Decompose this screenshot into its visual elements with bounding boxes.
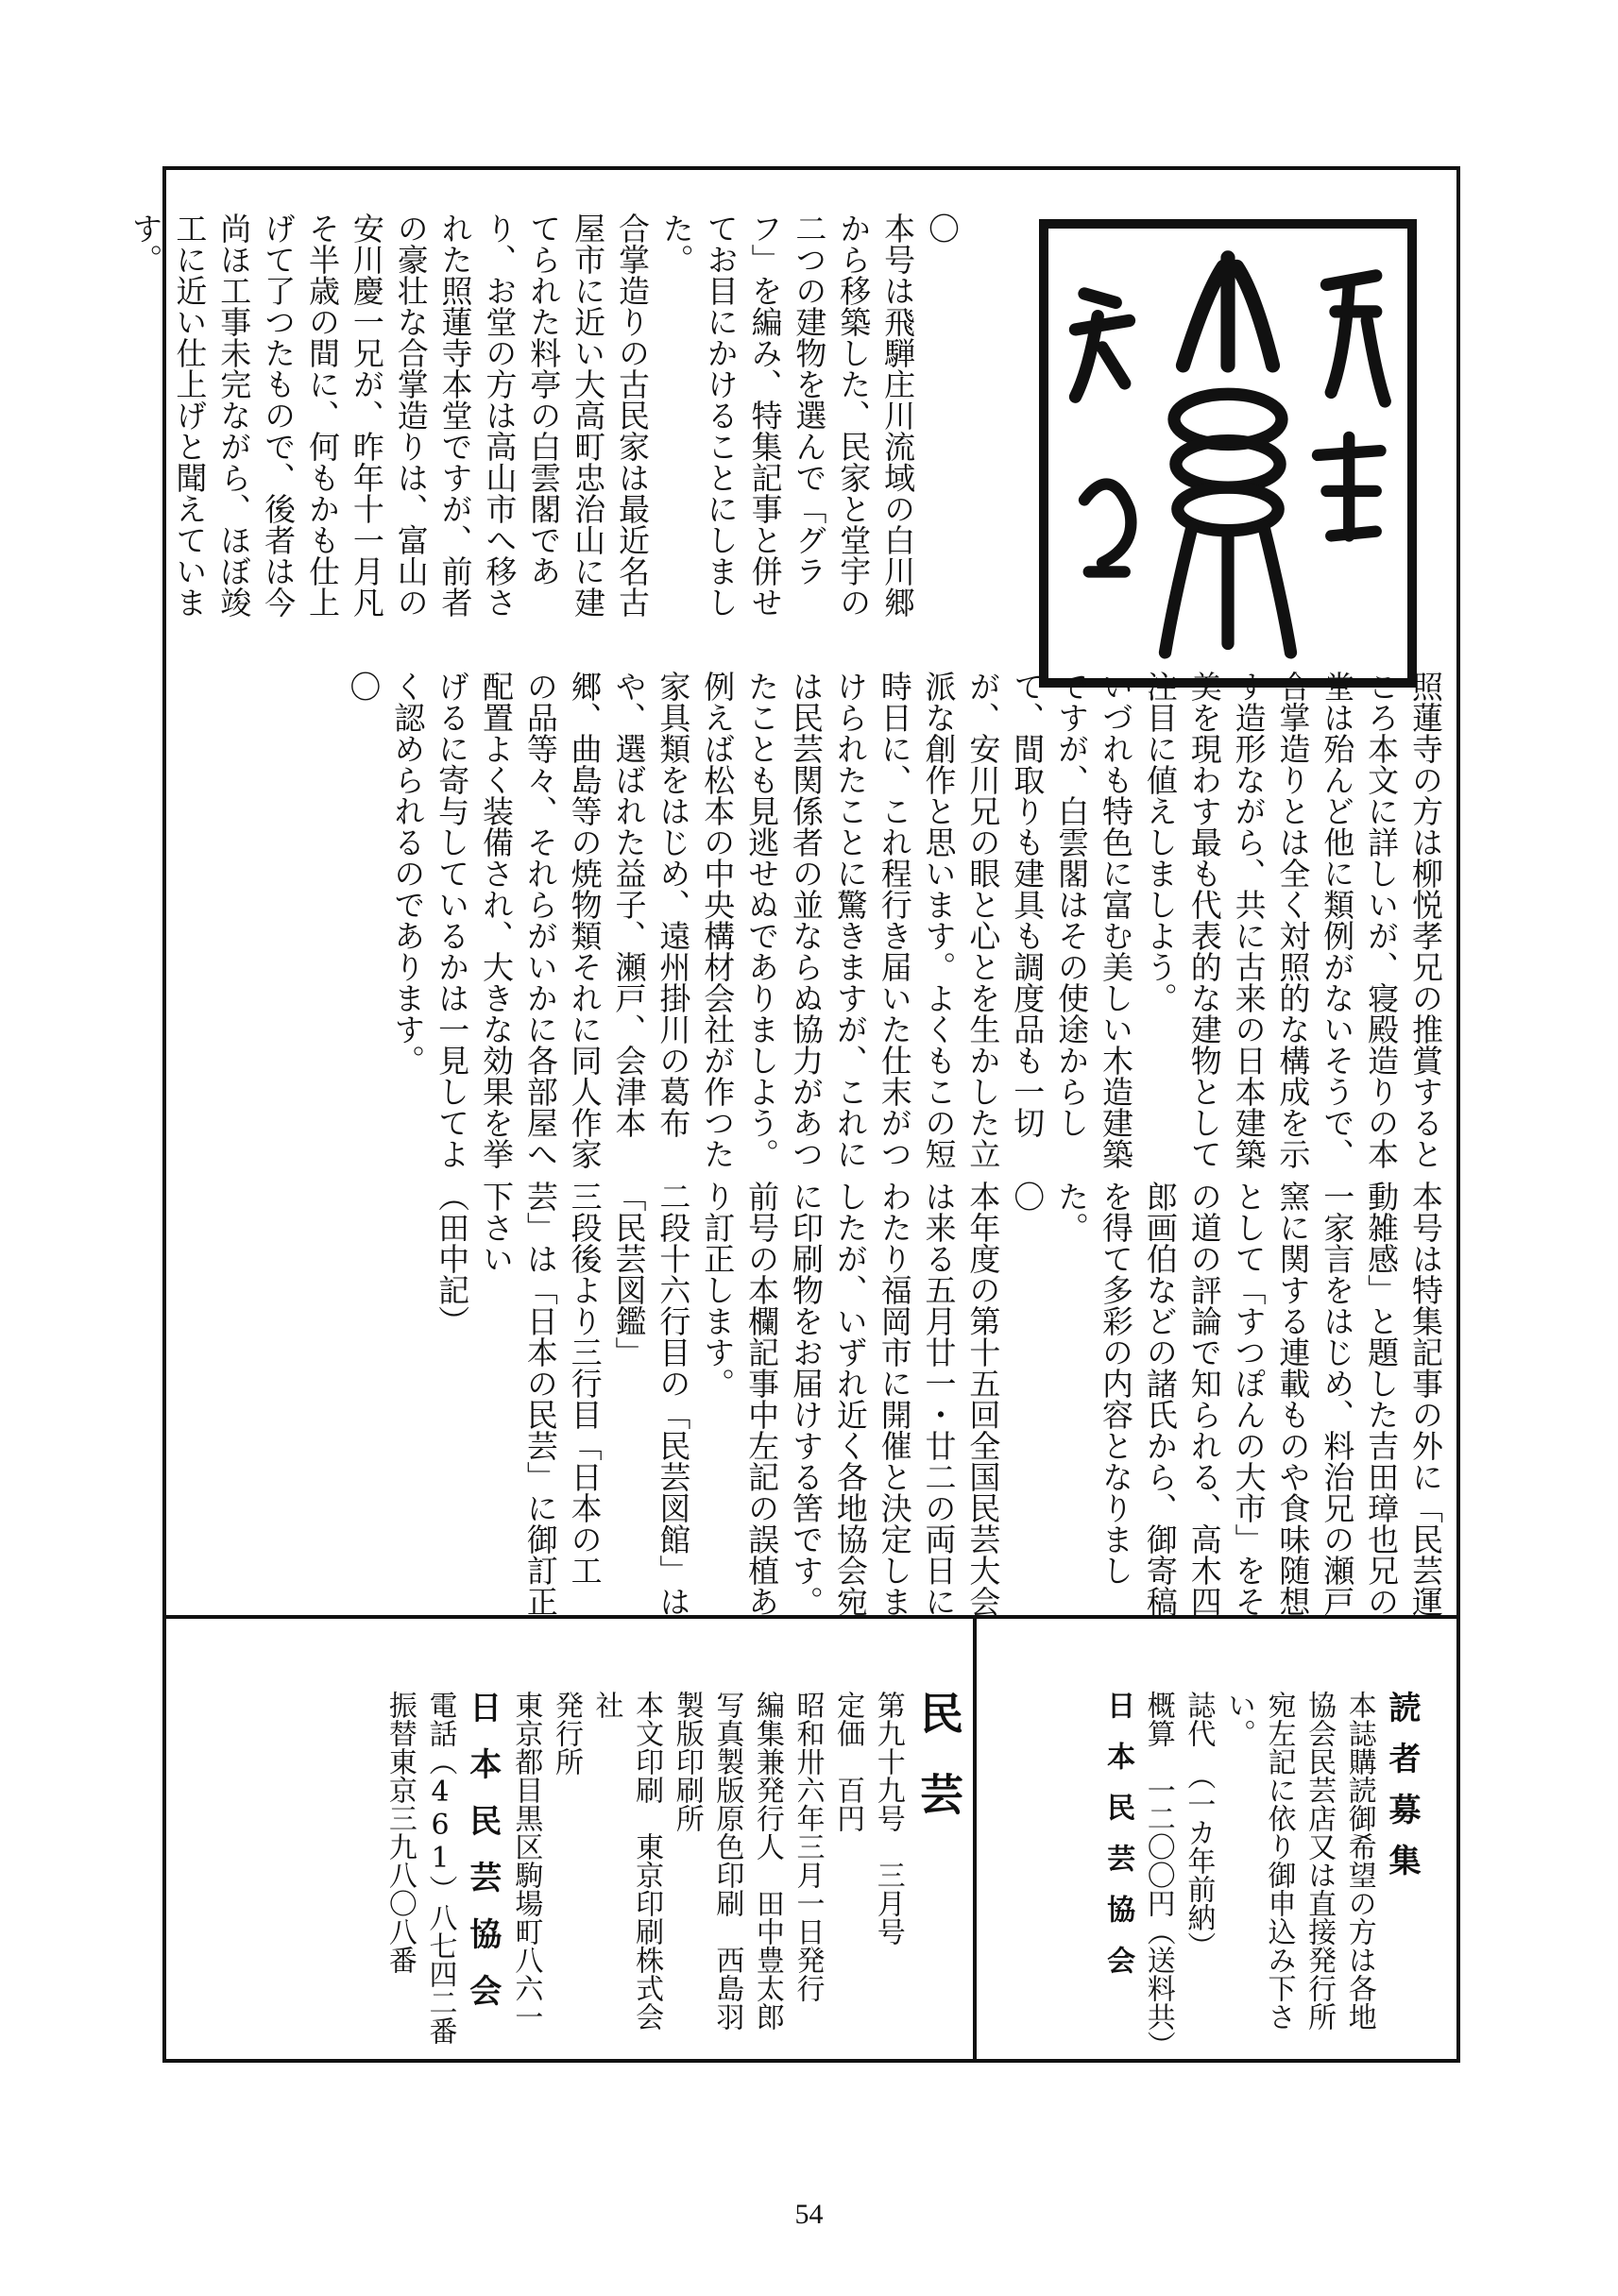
publisher-label: 発行所 <box>549 1691 583 1776</box>
editor-publisher: 編集兼発行人 田中豊太郎 <box>750 1691 784 2031</box>
reader-notice-association: 日本民芸協会 <box>1101 1691 1135 1997</box>
essay-column-top <box>127 213 963 628</box>
page-number: 54 <box>794 2199 824 2230</box>
magazine-title: 民芸 <box>913 1691 964 1853</box>
paragraph: 〇 <box>924 213 961 244</box>
reader-notice-price: 誌代 （一カ年前納） <box>1182 1691 1216 1960</box>
calligraphy-seal-icon <box>1048 229 1407 678</box>
signature: （田中記） <box>434 1181 471 1336</box>
publisher-address: 東京都目黒区駒場町八六一 <box>509 1691 543 2031</box>
paragraph: 本号は飛騨庄川流域の白川郷から移築した、民家と堂宇の二つの建物を選んで「グラフ」を編み、特集記事と併せてお目にかけることにしました。 <box>657 213 917 618</box>
paragraph: いづれも特色に富む美しい木造建築ですが、白雲閣はその使途からして、間取りも建具も調度品も一切が、安川兄の眼と心とを生かした立派な創作と思います。よくもこの短時日に、これ程行き届いた仕末がつけられたことに驚きますが、これには民芸関係者の並ならぬ協力があつたことも見逃せぬでありましよう。例えば松本の中央構材会社が作つた家具類をはじめ、遠州掛川の葛布や、選ばれた益子、瀬戸、会津本郷、曲島等の焼物類それに同人作家の品等々、それらがいかに各部屋へ配置よく装備され、大きな効果を挙げるに寄与しているかは一見してよく認められるのであります。 <box>389 671 1134 1169</box>
paragraph: 前号の本欄記事中左記の誤植あり訂正します。 <box>699 1181 781 1617</box>
colophon <box>176 1691 969 2049</box>
paragraph: 本号は特集記事の外に「民芸運動雑感」と題した吉田璋也兄の一家言をはじめ、料治兄の瀬戸窯に関する連載ものや食味随想として「すつぽんの大市」をその道の評論で知られる、高木四郎画伯などの諸氏から、御寄稿を得て多彩の内容となりました。 <box>1053 1181 1444 1617</box>
publisher-name: 日本民芸協会 <box>463 1691 502 2031</box>
essay-column-lower <box>176 1181 1447 1620</box>
reader-notice-body: 本誌購読御希望の方は各地協会民芸店又は直接発行所宛左記に依り御申込み下さい。 <box>1221 1691 1376 2031</box>
paragraph: 〇 <box>1009 1181 1047 1212</box>
paragraph: 本年度の第十五回全国民芸大会は来る五月廿一・廿二の両日にわたり福岡市に開催と決定しましたが、いずれ近く各地協会宛に印刷物をお届けする筈です。 <box>787 1181 1002 1617</box>
text-printer: 本文印刷 東京印刷株式会社 <box>589 1691 664 2031</box>
publisher-transfer: 振替東京三九八〇八番 <box>383 1691 417 1974</box>
paragraph: 〇 <box>345 671 383 702</box>
essay-column-middle <box>176 671 1447 1176</box>
issue-price: 定価 百円 <box>831 1691 865 1832</box>
paragraph: 合掌造りの古民家は最近名古屋市に近い大高町忠治山に建てられた料亭の白雲閣であり、お堂の方は高山市へ移された照蓮寺本堂ですが、前者の豪壮な合掌造りは、富山の安川慶一兄が、昨年十一月凡そ半歳の間に、何もかも仕上げて了つたもので、後者は今尚ほ工事未完ながら、ほぼ竣工に近い仕上げと聞えています。 <box>127 213 651 618</box>
column-divider <box>973 1615 977 2063</box>
photo-printer: 写真製版原色印刷 西島羽製版印刷所 <box>670 1691 744 2031</box>
publisher-phone: 電話（461）八七四二番 <box>423 1691 457 2045</box>
reader-notice <box>990 1691 1424 2059</box>
paragraph: 二段十六行目の「民芸図館」は「民芸図鑑」 <box>610 1181 692 1617</box>
editorial-seal <box>1039 219 1417 688</box>
paragraph: 三段後より三行目「日本の工芸」は「日本の民芸」に御訂正下さい <box>477 1181 604 1617</box>
reader-notice-heading: 読者募集 <box>1383 1691 1421 1895</box>
issue-number: 第九十九号 三月号 <box>871 1691 905 1946</box>
paragraph: 照蓮寺の方は柳悦孝兄の推賞するところ本文に詳しいが、寝殿造りの本堂は殆んど他に類例がないそうで、合掌造りとは全く対照的な構成を示す造形ながら、共に古来の日本建築美を現わす最も代表的な建物として注目に値えしましよう。 <box>1141 671 1444 1169</box>
reader-notice-amount: 概算 一二〇〇円（送料共） <box>1141 1691 1175 2059</box>
issue-date: 昭和卅六年三月一日発行 <box>791 1691 825 2002</box>
